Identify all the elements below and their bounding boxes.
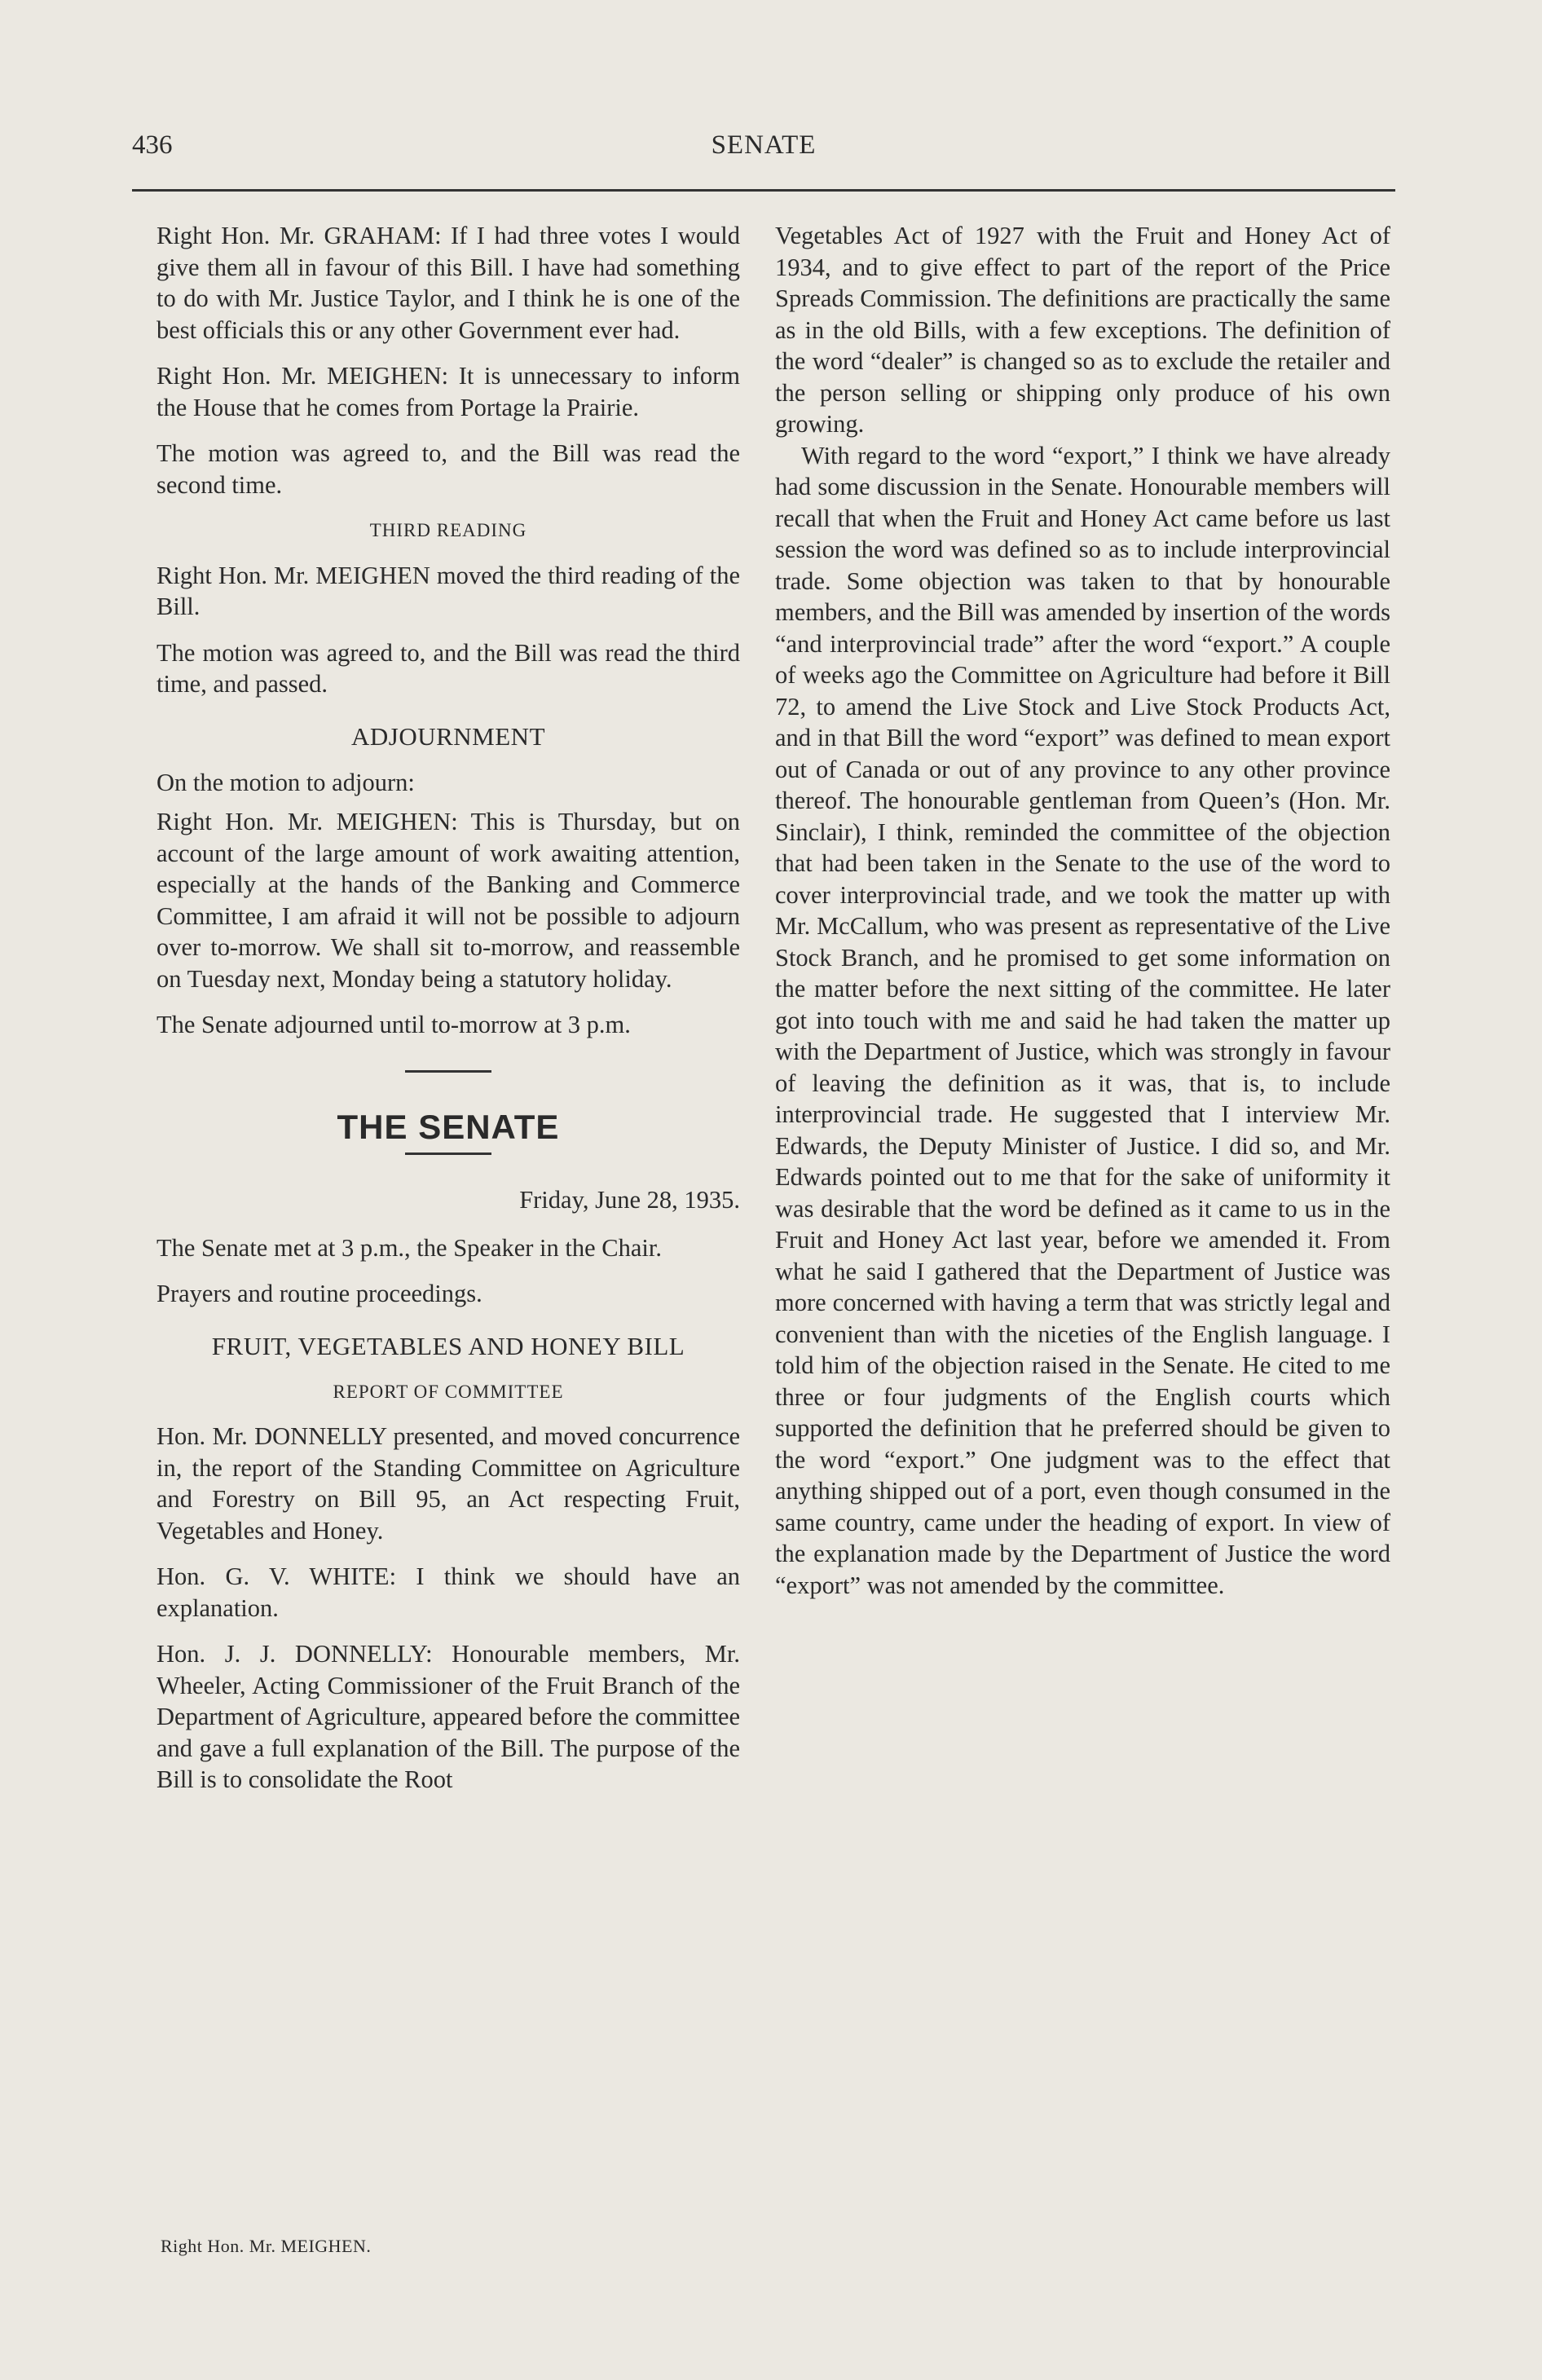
- sitting-date: Friday, June 28, 1935.: [519, 1186, 740, 1214]
- paragraph: Right Hon. Mr. MEIGHEN: It is unnecessary to inform the House that he comes from Portage la Prairie.: [156, 362, 740, 421]
- paragraph: Hon. G. V. WHITE: I think we should have an explanation.: [156, 1562, 740, 1622]
- bill-heading: FRUIT, VEGETABLES AND HONEY BILL: [211, 1331, 685, 1360]
- paragraph: Right Hon. Mr. MEIGHEN moved the third reading of the Bill.: [156, 561, 740, 620]
- paragraph: The Senate met at 3 p.m., the Speaker in the Chair.: [156, 1233, 662, 1262]
- running-head: SENATE: [711, 130, 817, 160]
- page-header: [132, 130, 1395, 179]
- paragraph: Vegetables Act of 1927 with the Fruit and Honey Act of 1934, and to give effect to part of the report of the Price Spreads Commission. The definitions are practically the same as in the old Bills, with a few exceptions. The definition of the word “dealer” is changed so as to exclude the retailer and the person selling or shipping only produce of his own growing.: [775, 222, 1390, 438]
- page-footer-note: Right Hon. Mr. MEIGHEN.: [161, 2236, 372, 2256]
- paragraph: With regard to the word “export,” I think we have already had some discussion in the Senate. Honourable members will recall that when the Fruit and Honey Act came before us last session the word was defined so as to include interprovincial trade. Some objection was taken to that by honourable members, and the Bill was amended by insertion of the words “and interprovincial trade” after the word “export.” A couple of weeks ago the Committee on Agriculture had before it Bill 72, to amend the Live Stock and Live Stock Products Act, and in that Bill the word “export” was defined to mean export out of Canada or out of any province to any other province thereof. The honourable gentleman from Queen’s (Hon. Mr. Sinclair), I think, reminded the committee of the objection that had been taken in the Senate to the use of the word to cover interprovincial trade, and we took the matter up with Mr. McCallum, who was present as representative of the Live Stock Branch, and he promised to get some information on the matter before the next sitting of the committee. He later got into touch with me and said he had taken the matter up with the Department of Justice, which was strongly in favour of leaving the definition as it was, that is, to include interprovincial trade. He suggested that I interview Mr. Edwards, the Deputy Minister of Justice. I did so, and Mr. Edwards pointed out to me that for the sake of uniformity it was desirable that the word be defined as it came to us in the Fruit and Honey Act last year, before we amended it. From what he said I gathered that the Department of Justice was more concerned with having a term that was strictly legal and convenient than with the niceties of the English language. I told him of the objection raised in the Senate. He cited to me three or four judgments of the English courts which supported the definition that he preferred should be given to the word “export.” One judgment was to the effect that anything shipped out of a port, even though consumed in the same country, came under the heading of export. In view of the explanation made by the Department of Justice the word “export” was not amended by the committee.: [775, 441, 1390, 1599]
- section-divider: [405, 1070, 491, 1073]
- header-rule: [132, 189, 1395, 192]
- paragraph: Right Hon. Mr. GRAHAM: If I had three votes I would give them all in favour of this Bill. I have had something to do with Mr. Justice Taylor, and I think he is one of the best officials this or any other Government ever had.: [156, 222, 740, 344]
- title-divider: [405, 1153, 491, 1155]
- paragraph: Hon. Mr. DONNELLY presented, and moved concurrence in, the report of the Standing Committee on Agriculture and Forestry on Bill 95, an Act respecting Fruit, Vegetables and Honey.: [156, 1422, 740, 1545]
- paragraph: The motion was agreed to, and the Bill was read the third time, and passed.: [156, 638, 740, 698]
- adjournment-heading: ADJOURNMENT: [351, 721, 545, 751]
- third-reading-heading: THIRD READING: [369, 520, 527, 540]
- paragraph: The motion was agreed to, and the Bill was read the second time.: [156, 439, 740, 499]
- paragraph: On the motion to adjourn:: [156, 768, 415, 796]
- left-column: [156, 220, 740, 1810]
- paragraph: Prayers and routine proceedings.: [156, 1280, 482, 1307]
- right-column: [775, 220, 1390, 1601]
- page-number: 436: [132, 130, 173, 160]
- paragraph: The Senate adjourned until to-morrow at 3 p.m.: [156, 1011, 631, 1038]
- report-heading: REPORT OF COMMITTEE: [333, 1381, 564, 1402]
- paragraph: Right Hon. Mr. MEIGHEN: This is Thursday, but on account of the large amount of work awaiting attention, especially at the hands of the Banking and Commerce Committee, I am afraid it will not be possible to adjourn over to-morrow. We shall sit to-morrow, and reassemble on Tuesday next, Monday being a statutory holiday.: [156, 808, 740, 993]
- senate-title: THE SENATE: [337, 1107, 560, 1146]
- paragraph: Hon. J. J. DONNELLY: Honourable members, Mr. Wheeler, Acting Commissioner of the Fruit Branch of the Department of Agriculture, appeared before the committee and gave a full explanation of the Bill. The purpose of the Bill is to consolidate the Root: [156, 1640, 740, 1793]
